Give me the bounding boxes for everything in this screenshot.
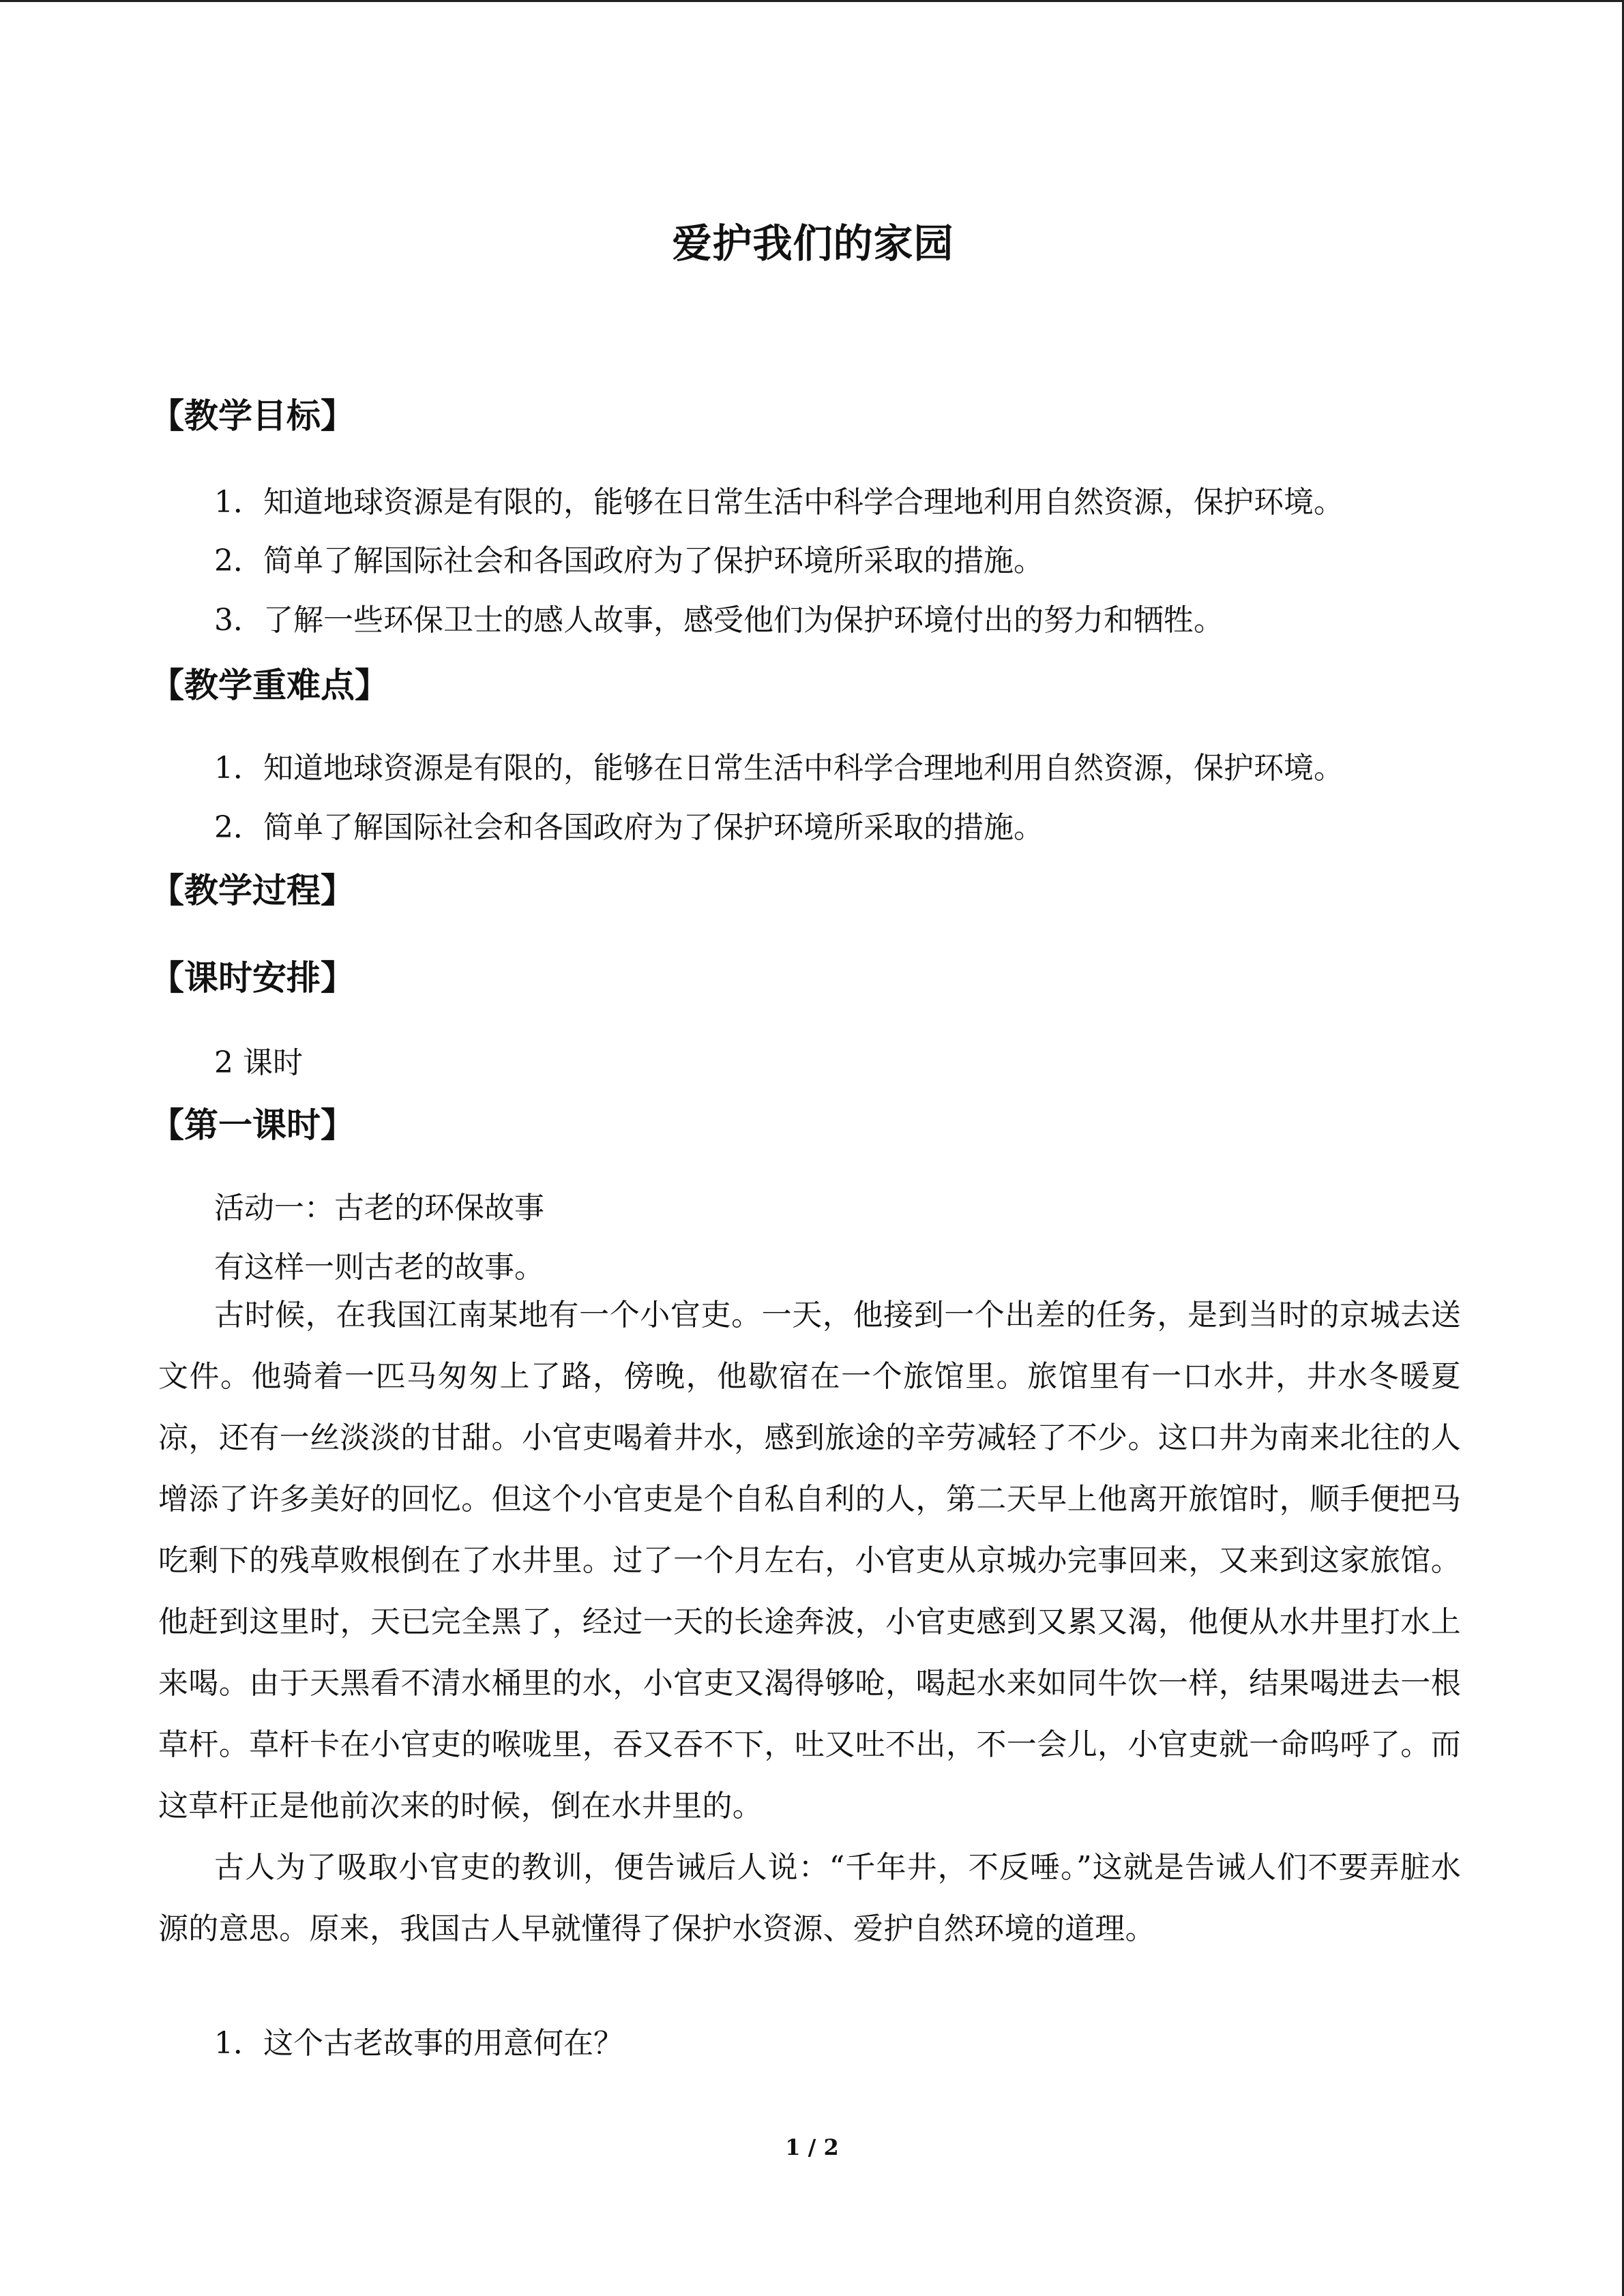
story-intro: 有这样一则古老的故事。: [214, 1250, 544, 1285]
heading-teaching-process: 【教学过程】: [150, 871, 355, 910]
question-1: 1．这个古老故事的用意何在？: [214, 2026, 623, 2061]
heading-lesson-one: 【第一课时】: [150, 1105, 355, 1145]
schedule-text: 2 课时: [214, 1045, 303, 1080]
goal-item-2: 2．简单了解国际社会和各国政府为了保护环境所采取的措施。: [214, 543, 1044, 578]
key-point-item-1: 1．知道地球资源是有限的，能够在日常生活中科学合理地利用自然资源，保护环境。: [214, 751, 1344, 786]
heading-teaching-goals: 【教学目标】: [150, 396, 355, 436]
heading-schedule: 【课时安排】: [150, 958, 355, 998]
key-point-item-2: 2．简单了解国际社会和各国政府为了保护环境所采取的措施。: [214, 810, 1044, 845]
story-paragraph: 古时候，在我国江南某地有一个小官吏。一天，他接到一个出差的任务，是到当时的京城去送文件。他骑着一匹马匆匆上了路，傍晚，他歇宿在一个旅馆里。旅馆里有一口水井，井水冬暖夏凉，还有一丝淡淡的甘甜。小官吏喝着井水，感到旅途的辛劳减轻了不少。这口井为南来北往的人增添了许多美好的回忆。但这个小官吏是个自私自利的人，第二天早上他离开旅馆时，顺手便把马吃剩下的残草败根倒在了水井里。过了一个月左右，小官吏从京城办完事回来，又来到这家旅馆。他赶到这里时，天已完全黑了，经过一天的长途奔波，小官吏感到又累又渴，他便从水井里打水上来喝。由于天黑看不清水桶里的水，小官吏又渴得够呛，喝起水来如同牛饮一样，结果喝进去一根草杆。草杆卡在小官吏的喉咙里，吞又吞不下，吐又吐不出，不一会儿，小官吏就一命呜呼了。而这草杆正是他前次来的时候，倒在水井里的。: [158, 1298, 1461, 1823]
heading-key-points: 【教学重难点】: [150, 666, 389, 705]
goal-item-1: 1．知道地球资源是有限的，能够在日常生活中科学合理地利用自然资源，保护环境。: [214, 485, 1344, 520]
moral-paragraph: 古人为了吸取小官吏的教训，便告诫后人说：“千年井，不反唾。”这就是告诫人们不要弄脏水源的意思。原来，我国古人早就懂得了保护水资源、爱护自然环境的道理。: [158, 1850, 1461, 1946]
page-number: 1 / 2: [785, 2134, 839, 2160]
page-title: 爱护我们的家园: [672, 220, 954, 267]
goal-item-3: 3．了解一些环保卫士的感人故事，感受他们为保护环境付出的努力和牺牲。: [214, 603, 1224, 638]
activity-title: 活动一：古老的环保故事: [214, 1191, 544, 1225]
page-top-border: [0, 0, 1624, 2]
